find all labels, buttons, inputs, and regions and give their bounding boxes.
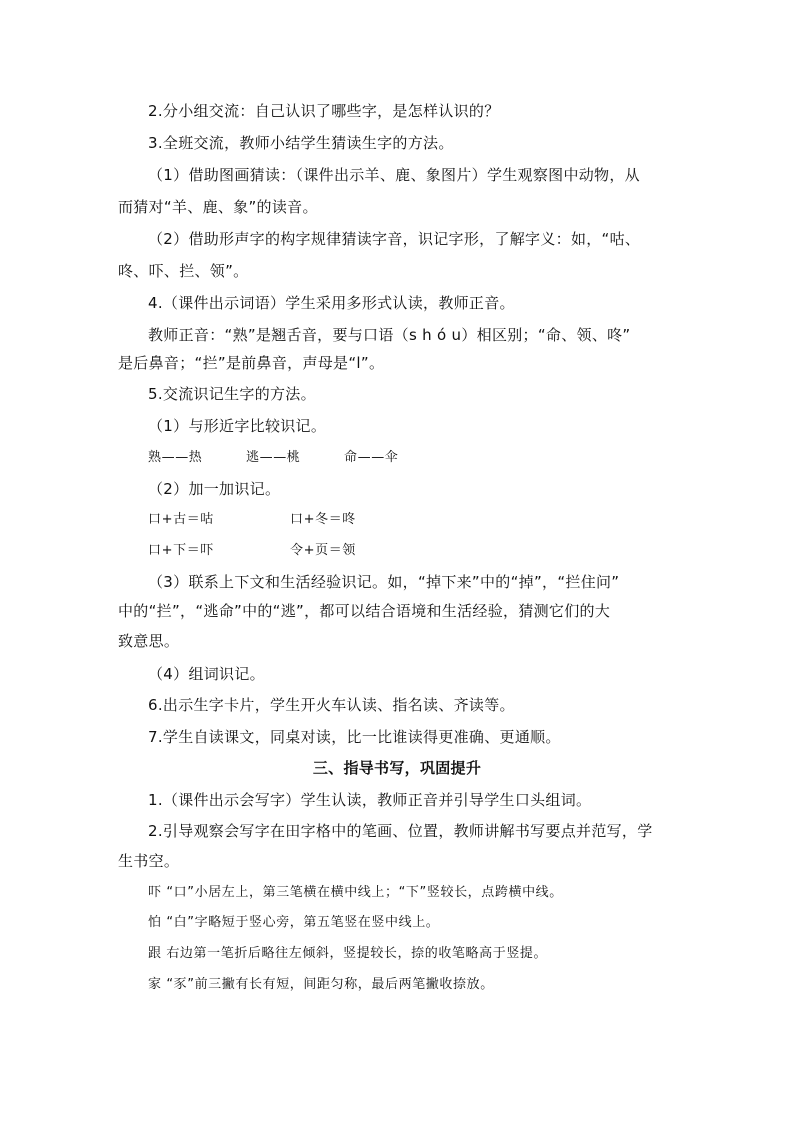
method-1-line-a: （1）借助图画猜读：（课件出示羊、鹿、象图片）学生观察图中动物，从 <box>148 166 640 184</box>
pronunciation-line-a: 教师正音：“熟”是翘舌音，要与口语（s h ó u）相区别；“命、领、咚” <box>148 326 631 344</box>
step-7-line: 7.学生自读课文，同桌对读，比一比谁读得更准确、更通顺。 <box>148 728 561 746</box>
method-2-line-a: （2）借助形声字的构字规律猜读字音，识记字形，了解字义：如，“咕、 <box>148 230 641 248</box>
writing-tip-line: 怕 “白”字略短于竖心旁，第五笔竖在竖中线上。 <box>148 915 440 930</box>
method-2-line-b: 咚、吓、拦、领”。 <box>118 262 249 280</box>
add-formula: 口+冬＝咚 <box>290 512 356 527</box>
compare-pair: 命——伞 <box>344 450 399 465</box>
step-3-line: 3.全班交流，教师小结学生猜读生字的方法。 <box>148 134 454 152</box>
word-method-line: （4）组词识记。 <box>148 665 265 683</box>
writing-step-2-line-b: 生书空。 <box>118 852 180 870</box>
writing-tip-line: 吓 “口”小居左上，第三笔横在横中线上；“下”竖较长，点跨横中线。 <box>148 885 563 900</box>
writing-step-2-line-a: 2.引导观察会写字在田字格中的笔画、位置，教师讲解书写要点并范写，学 <box>148 822 653 840</box>
method-1-line-b: 而猜对“羊、鹿、象”的读音。 <box>118 198 318 216</box>
step-5-line: 5.交流识记生字的方法。 <box>148 385 316 403</box>
context-method-line-b: 中的“拦”，“逃命”中的“逃”，都可以结合语境和生活经验，猜测它们的大 <box>118 602 611 620</box>
writing-tip-line: 家 “豕”前三撇有长有短，间距匀称，最后两笔撇收捺放。 <box>148 977 494 992</box>
context-method-line-a: （3）联系上下文和生活经验识记。如，“掉下来”中的“掉”，“拦住问” <box>148 573 620 591</box>
step-4-line: 4.（课件出示词语）学生采用多形式认读，教师正音。 <box>148 294 515 312</box>
writing-step-1-line: 1.（课件出示会写字）学生认读，教师正音并引导学生口头组词。 <box>148 791 592 809</box>
pronunciation-line-b: 是后鼻音；“拦”是前鼻音，声母是“l”。 <box>118 354 385 372</box>
add-formula: 口+下＝吓 <box>148 543 214 558</box>
add-formula: 口+古＝咕 <box>148 512 214 527</box>
compare-pair: 逃——桃 <box>246 450 301 465</box>
context-method-line-c: 致意思。 <box>118 632 180 650</box>
section-heading: 三、指导书写，巩固提升 <box>312 759 482 777</box>
writing-tip-line: 跟 右边第一笔折后略往左倾斜，竖提较长，捺的收笔略高于竖提。 <box>148 946 548 961</box>
compare-method-line: （1）与形近字比较识记。 <box>148 417 327 435</box>
add-method-line: （2）加一加识记。 <box>148 480 281 498</box>
compare-pair: 熟——热 <box>148 450 203 465</box>
step-2-line: 2.分小组交流：自己认识了哪些字，是怎样认识的？ <box>148 102 500 120</box>
add-formula: 令+页＝领 <box>290 543 356 558</box>
step-6-line: 6.出示生字卡片，学生开火车认读、指名读、齐读等。 <box>148 696 515 714</box>
